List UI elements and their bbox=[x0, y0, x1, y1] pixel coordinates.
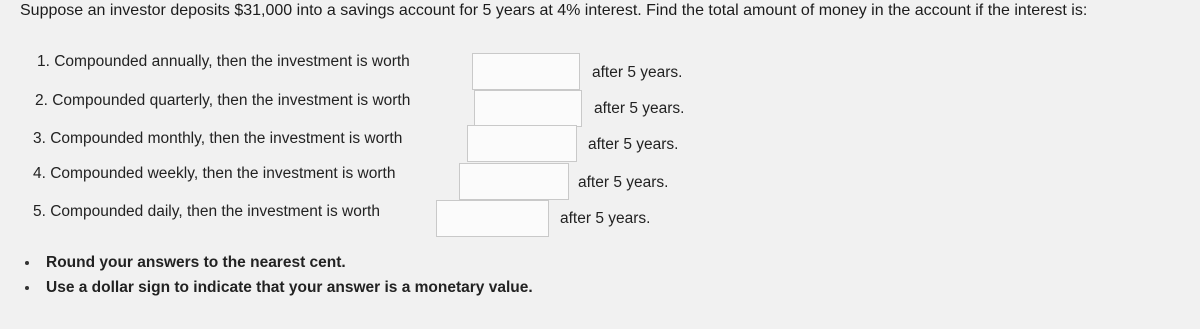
row-2-label: 2. Compounded quarterly, then the investment is worth bbox=[35, 92, 411, 109]
row-4-suffix: after 5 years. bbox=[578, 174, 669, 191]
row-3-answer-input[interactable] bbox=[467, 125, 577, 162]
row-3-suffix: after 5 years. bbox=[588, 136, 679, 153]
row-5-answer-input[interactable] bbox=[436, 200, 549, 237]
instructions-list bbox=[22, 250, 533, 300]
row-5-label: 5. Compounded daily, then the investment is worth bbox=[33, 203, 380, 220]
row-1-answer-input[interactable] bbox=[472, 53, 580, 90]
bullet-icon bbox=[25, 286, 29, 290]
instruction-item bbox=[22, 250, 533, 275]
question-text: Suppose an investor deposits $31,000 into a savings account for 5 years at 4% interest. Find the total amount of money in the account if the interest is: bbox=[20, 2, 1088, 19]
row-4-answer-input[interactable] bbox=[459, 163, 569, 200]
row-1-suffix: after 5 years. bbox=[592, 64, 683, 81]
row-5-suffix: after 5 years. bbox=[560, 210, 651, 227]
row-1-label: 1. Compounded annually, then the investment is worth bbox=[37, 53, 410, 70]
instruction-item bbox=[22, 275, 533, 300]
row-2-suffix: after 5 years. bbox=[594, 100, 685, 117]
instruction-text: Use a dollar sign to indicate that your answer is a monetary value. bbox=[46, 279, 533, 296]
row-2-answer-input[interactable] bbox=[474, 90, 582, 127]
bullet-icon bbox=[25, 261, 29, 265]
row-4-label: 4. Compounded weekly, then the investment is worth bbox=[33, 165, 396, 182]
instruction-text: Round your answers to the nearest cent. bbox=[46, 254, 346, 271]
row-3-label: 3. Compounded monthly, then the investment is worth bbox=[33, 130, 403, 147]
